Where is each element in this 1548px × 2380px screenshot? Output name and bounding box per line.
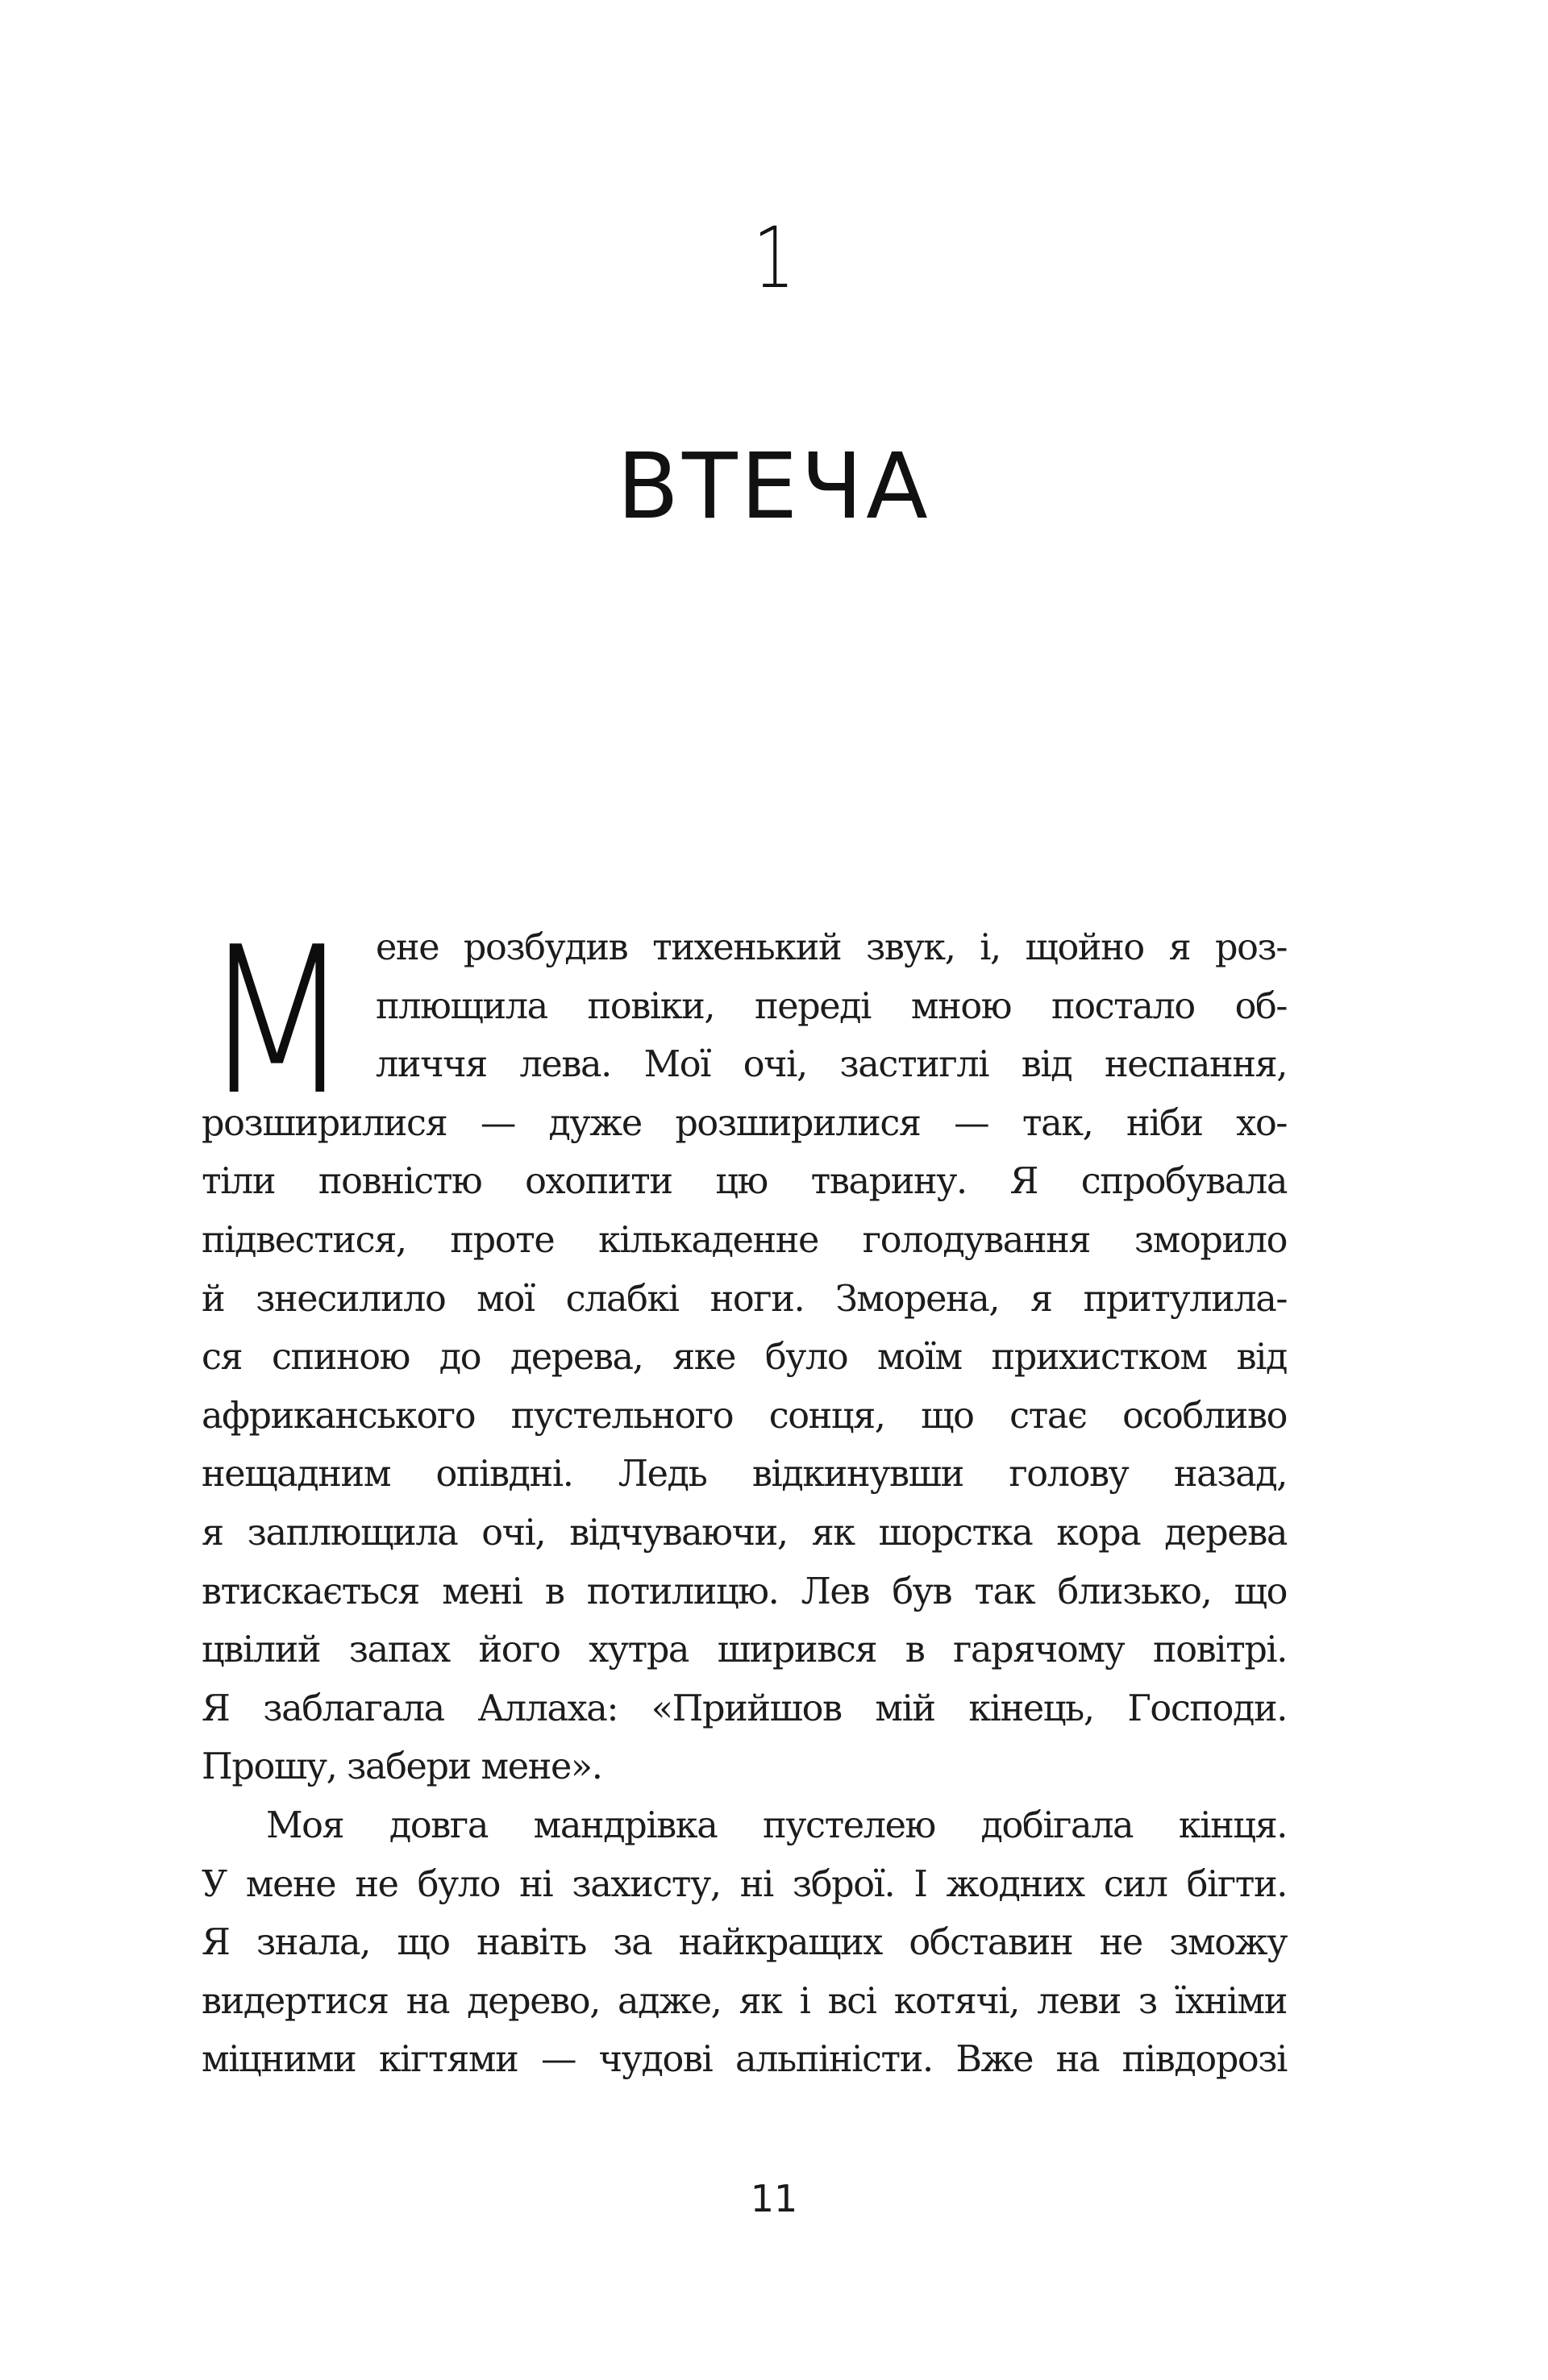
text-line: личчя лева. Мої очі, застиглі від неспання, (376, 1044, 1287, 1086)
text-line: й знесилило мої слабкі ноги. Зморена, я притулила- (202, 1278, 1287, 1320)
text-line: розширилися — дуже розширилися — так, ніби хо- (202, 1102, 1287, 1144)
paragraph-2 (202, 1797, 1287, 2090)
text-line: Я знала, що навіть за найкращих обставин не зможу (202, 1922, 1287, 1964)
chapter-title: ВТЕЧА (617, 435, 931, 539)
drop-cap: М (202, 904, 352, 1140)
text-line: підвестися, проте кількаденне голодування зморило (202, 1219, 1287, 1261)
text-line: африканського пустельного сонця, що стає особливо (202, 1395, 1287, 1437)
chapter-body (202, 904, 1287, 2090)
text-line: міцними кігтями — чудові альпіністи. Вже на півдорозі (202, 2039, 1287, 2081)
text-line: видертися на дерево, адже, як і всі котячі, леви з їхніми (202, 1980, 1287, 2022)
page-number: 11 (750, 2177, 798, 2220)
chapter-number: 1 (753, 209, 795, 307)
paragraph-1 (202, 904, 1287, 1797)
text-line: плющила повіки, переді мною постало об- (376, 985, 1287, 1027)
text-line: я заплющила очі, відчуваючи, як шорстка кора дерева (202, 1512, 1287, 1554)
text-line: ене розбудив тихенький звук, і, щойно я роз- (376, 927, 1287, 968)
text-line: Я заблагала Аллаха: «Прийшов мій кінець, Господи. (202, 1687, 1287, 1729)
text-line: втискається мені в потилицю. Лев був так близько, що (202, 1571, 1287, 1612)
text-line: Прошу, забери мене». (202, 1746, 602, 1788)
text-line: цвілий запах його хутра ширився в гарячому повітрі. (202, 1629, 1287, 1671)
text-line: У мене не було ні захисту, ні зброї. І жодних сил бігти. (202, 1863, 1287, 1905)
text-line: нещадним опівдні. Ледь відкинувши голову назад, (202, 1454, 1287, 1496)
text-line: ся спиною до дерева, яке було моїм прихистком від (202, 1337, 1287, 1379)
text-line: Моя довга мандрівка пустелею добігала кінця. (266, 1804, 1287, 1846)
text-line: тіли повністю охопити цю тварину. Я спробувала (202, 1161, 1287, 1203)
